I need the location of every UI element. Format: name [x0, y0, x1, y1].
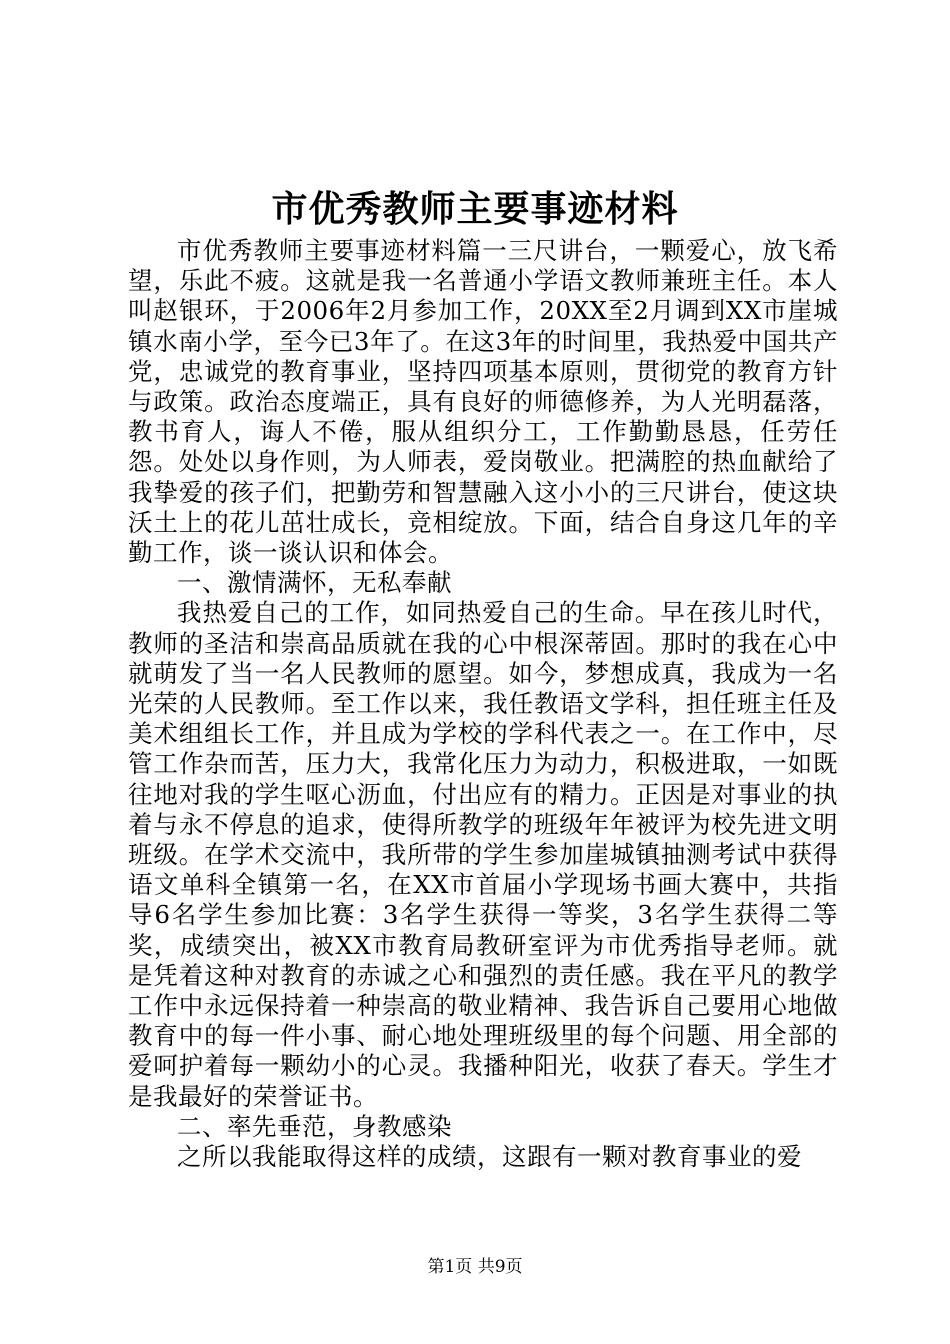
paragraph-section-2: 之所以我能取得这样的成绩，这跟有一颗对教育事业的爱	[177, 1142, 802, 1172]
page-number-footer: 第1页 共9页	[427, 1257, 523, 1277]
paragraph-intro: 市优秀教师主要事迹材料篇一三尺讲台，一颗爱心，放飞希望，乐此不疲。这就是我一名普通小学语文教师兼班主任。本人叫赵银环，于2006年2月参加工作，20XX至2月调到XX市崖城镇水南小学，至今已3年了。在这3年的时间里，我热爱中国共产党，忠诚党的教育事业，坚持四项基本原则，贯彻党的教育方针与政策。政治态度端正，具有良好的师德修养，为人光明磊落，教书育人，诲人不倦，服从组织分工，工作勤勤恳恳，任劳任怨。处处以身作则，为人师表，爱岗敬业。把满腔的热血献给了我挚爱的孩子们，把勤劳和智慧融入这小小的三尺讲台，使这块沃土上的花儿茁壮成长，竞相绽放。下面，结合自身这几年的辛勤工作，谈一谈认识和体会。	[128, 236, 838, 568]
document-body	[128, 236, 838, 1172]
document-title: 市优秀教师主要事迹材料	[271, 188, 679, 230]
section-heading-2: 二、率先垂范，身教感染	[177, 1111, 452, 1141]
section-heading-1: 一、激情满怀，无私奉献	[177, 568, 452, 598]
paragraph-section-1: 我热爱自己的工作，如同热爱自己的生命。早在孩儿时代，教师的圣洁和崇高品质就在我的心中根深蒂固。那时的我在心中就萌发了当一名人民教师的愿望。如今，梦想成真，我成为一名光荣的人民教师。至工作以来，我任教语文学科，担任班主任及美术组组长工作，并且成为学校的学科代表之一。在工作中，尽管工作杂而苦，压力大，我常化压力为动力，积极进取，一如既往地对我的学生呕心沥血，付出应有的精力。正因是对事业的执着与永不停息的追求，使得所教学的班级年年被评为校先进文明班级。在学术交流中，我所带的学生参加崖城镇抽测考试中获得语文单科全镇第一名，在XX市首届小学现场书画大赛中，共指导6名学生参加比赛：3名学生获得一等奖，3名学生获得二等奖，成绩突出，被XX市教育局教研室评为市优秀指导老师。就是凭着这种对教育的赤诚之心和强烈的责任感。我在平凡的教学工作中永远保持着一种崇高的敬业精神、我告诉自己要用心地做教育中的每一件小事、耐心地处理班级里的每个问题、用全部的爱呵护着每一颗幼小的心灵。我播种阳光，收获了春天。学生才是我最好的荣誉证书。	[128, 598, 838, 1111]
